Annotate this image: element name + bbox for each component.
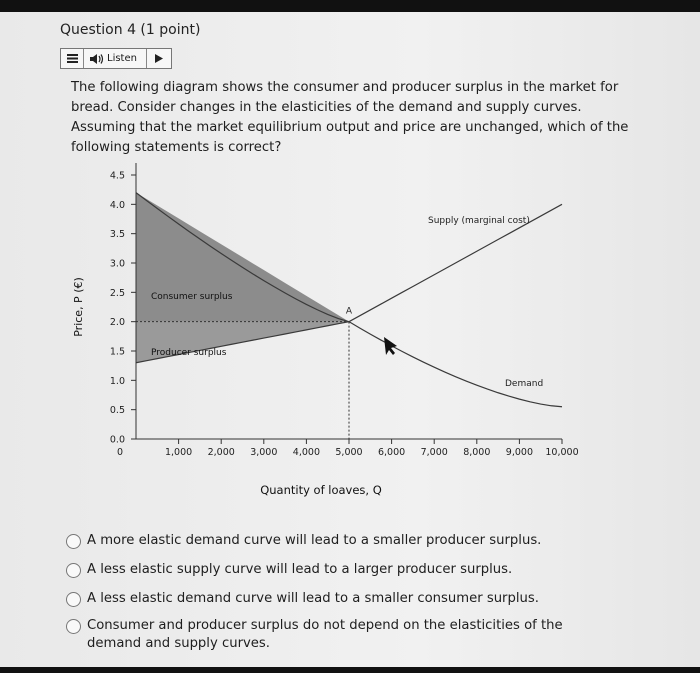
x-tick-label: 4,000 — [292, 447, 321, 458]
answer-option-text: A less elastic supply curve will lead to a larger producer surplus. — [87, 562, 513, 577]
answer-option[interactable] — [66, 590, 607, 608]
x-axis-title: Quantity of loaves, Q — [260, 483, 382, 497]
question-title: Question 4 (1 point) — [60, 22, 201, 38]
radio-button[interactable] — [66, 534, 81, 549]
answer-option-text: A less elastic demand curve will lead to a smaller consumer surplus. — [87, 591, 539, 606]
screen-bottom-edge — [0, 667, 700, 673]
supply-curve-label: Supply (marginal cost) — [428, 216, 530, 226]
y-tick-label: 2.5 — [109, 287, 125, 299]
demand-curve-label: Demand — [505, 379, 544, 389]
equilibrium-label: A — [345, 306, 353, 317]
x-tick-label: 2,000 — [207, 447, 235, 458]
y-tick-label: 4.0 — [109, 199, 125, 211]
y-tick-label: 1.0 — [109, 375, 125, 387]
listen-label: Listen — [107, 53, 137, 64]
x-tick-label: 1,000 — [164, 447, 193, 458]
answer-option[interactable] — [66, 532, 607, 550]
x-tick-label: 9,000 — [505, 447, 534, 458]
screen-top-edge — [0, 0, 700, 12]
y-axis-title: Price, P (€) — [72, 277, 85, 337]
quiz-page — [0, 12, 700, 667]
y-tick-label: 0.0 — [109, 434, 125, 446]
answer-option-text: Consumer and producer surplus do not depend on the elasticities of the demand and supply curves. — [87, 618, 563, 651]
surplus-chart — [0, 12, 700, 512]
x-tick-label: 3,000 — [250, 447, 278, 458]
consumer-surplus-label: Consumer surplus — [151, 292, 233, 302]
y-tick-label: 1.5 — [109, 346, 125, 358]
x-tick-label: 7,000 — [420, 447, 448, 458]
question-text: The following diagram shows the consumer and producer surplus in the market for bread. Consider changes in the elasticities of the demand and supply curves. Assuming that the market equilibrium output and price are unchanged, which of the following statements is correct? — [71, 80, 629, 155]
producer-surplus-label: Producer surplus — [151, 348, 227, 358]
y-tick-label: 0.5 — [109, 405, 125, 417]
x-tick-label: 10,000 — [545, 447, 579, 458]
radio-button[interactable] — [66, 619, 81, 634]
x-tick-label: 5,000 — [335, 447, 363, 458]
answer-option[interactable] — [66, 561, 607, 579]
mouse-cursor-icon — [384, 337, 397, 355]
y-tick-label: 4.5 — [109, 170, 125, 182]
x-tick-label: 6,000 — [377, 447, 406, 458]
answer-option-text: A more elastic demand curve will lead to a smaller producer surplus. — [87, 533, 542, 548]
x-tick-label: 0 — [116, 447, 124, 458]
y-tick-label: 3.0 — [109, 258, 125, 270]
x-tick-label: 8,000 — [463, 447, 491, 458]
radio-button[interactable] — [66, 563, 81, 578]
y-tick-label: 3.5 — [109, 229, 125, 241]
consumer-surplus-area — [136, 193, 349, 322]
y-tick-label: 2.0 — [109, 317, 125, 329]
radio-button[interactable] — [66, 592, 81, 607]
answer-option[interactable] — [66, 617, 607, 653]
